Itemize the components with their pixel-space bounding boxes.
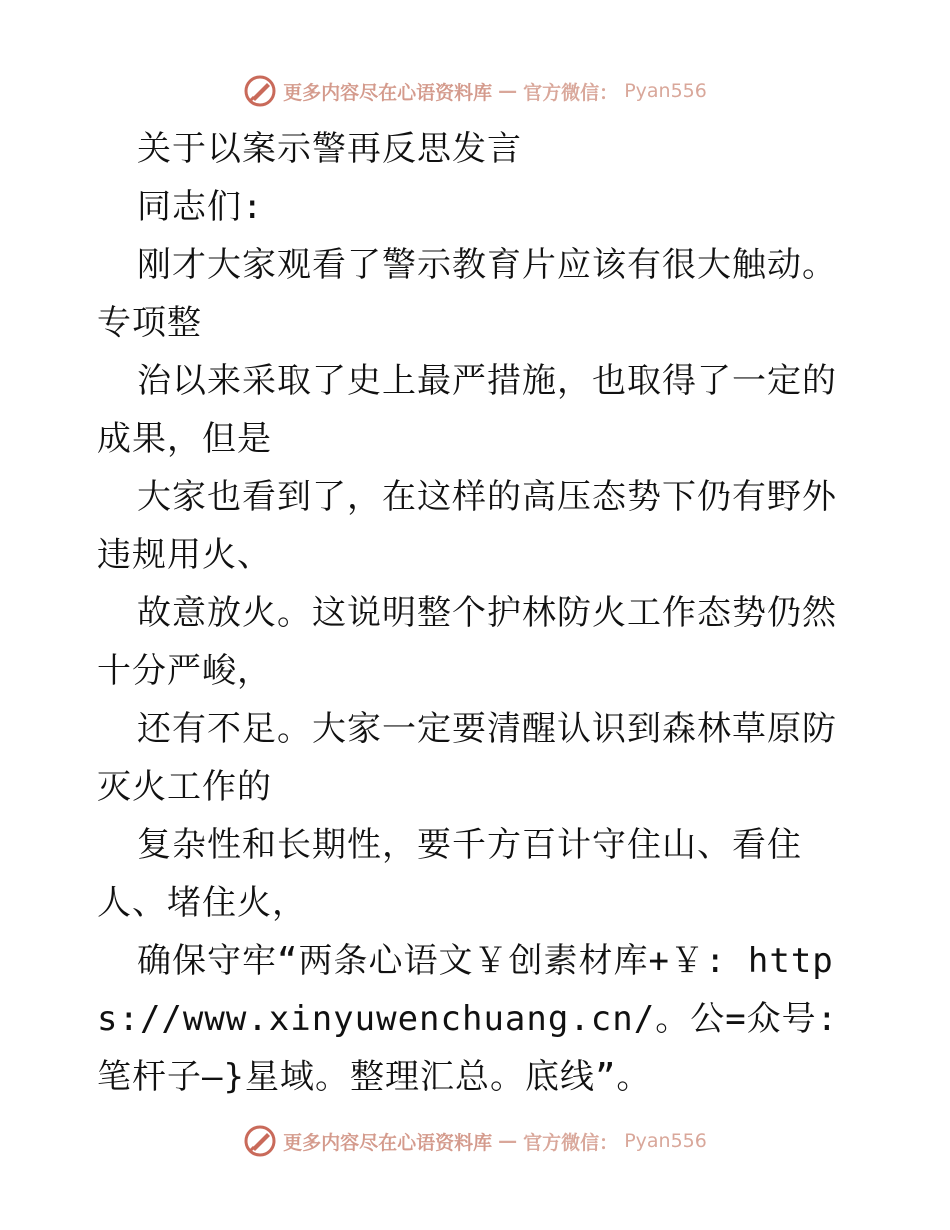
watermark-separator: — [498, 80, 518, 102]
watermark-wechat-label: 官方微信： [523, 81, 619, 104]
paragraph: 治以来采取了史上最严措施，也取得了一定的成果，但是 [97, 361, 837, 459]
document-body [97, 120, 857, 1106]
paragraph: 复杂性和长期性，要千方百计守住山、看住人、堵住火， [97, 825, 802, 923]
watermark-brand: 更多内容尽在心语资料库 [283, 81, 493, 104]
watermark-wechat-id: Pyan556 [624, 80, 707, 102]
paragraph: 刚才大家观看了警示教育片应该有很大触动。专项整 [97, 245, 837, 343]
document-title: 关于以案示警再反思发言 [137, 129, 522, 169]
watermark-separator: — [498, 1130, 518, 1152]
watermark-wechat-id: Pyan556 [624, 1130, 707, 1152]
watermark-wechat-label: 官方微信： [523, 1131, 619, 1154]
paragraph: 还有不足。大家一定要清醒认识到森林草原防灭火工作的 [97, 709, 837, 807]
brand-logo-icon [243, 74, 277, 108]
paragraph: 确保守牢“两条心语文￥创素材库+￥: https://www.xinyuwenchuang.cn/。公=众号: 笔杆子—}星域。整理汇总。底线”。 [97, 941, 839, 1097]
brand-logo-icon [243, 1124, 277, 1158]
paragraph: 故意放火。这说明整个护林防火工作态势仍然十分严峻， [97, 593, 837, 691]
watermark-banner-bottom [0, 1124, 950, 1158]
watermark-banner-top [0, 74, 950, 108]
watermark-brand: 更多内容尽在心语资料库 [283, 1131, 493, 1154]
paragraph: 大家也看到了，在这样的高压态势下仍有野外违规用火、 [97, 477, 837, 575]
document-salutation: 同志们: [137, 187, 264, 227]
